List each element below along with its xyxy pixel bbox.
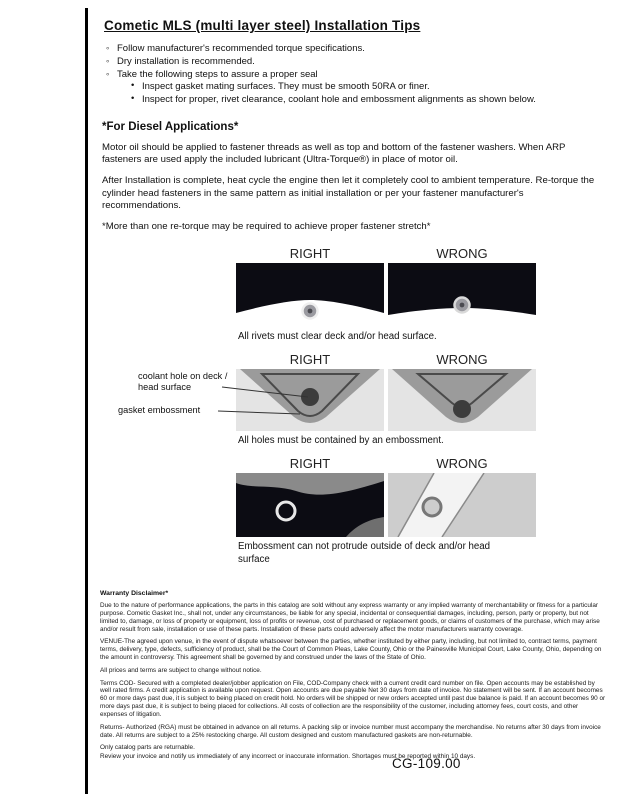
document-page: [100, 10, 610, 766]
tip-text: Dry installation is recommended.: [117, 55, 255, 67]
tip-subitem: [131, 81, 610, 94]
disclaimer-heading: Warranty Disclaimer*: [100, 590, 169, 598]
warranty-disclaimer: [100, 590, 606, 761]
wrong-label: WRONG: [436, 351, 488, 367]
diagram-row1-headers: [236, 246, 536, 263]
diagram-row1-panels: [236, 263, 536, 327]
diesel-paragraph-2: After Installation is complete, heat cycle the engine then let it completely cool to ambient temperature. Re-torque the cylinder head fasteners in the same pattern as initial installation or per your fastener manufacturer's recommendations.: [102, 175, 595, 211]
tip-text: Follow manufacturer's recommended torque specifications.: [117, 43, 365, 54]
filled-bullet-icon: •: [131, 80, 135, 92]
rivet-right-diagram: [236, 263, 384, 327]
diagram-row3-panels: [236, 473, 536, 537]
disclaimer-paragraph: All prices and terms are subject to change without notice.: [100, 666, 262, 674]
coolant-hole-wrong-diagram: [388, 369, 536, 431]
wrong-label: WRONG: [436, 455, 488, 471]
diagram-row3-caption: Embossment can not protrude outside of deck and/or head surface: [238, 540, 491, 565]
diagram-row2-headers: [236, 352, 536, 369]
installation-tips-list: [106, 43, 610, 107]
tip-item: [106, 43, 610, 56]
tip-item: [106, 69, 610, 107]
tip-subtext: Inspect gasket mating surfaces. They must be smooth 50RA or finer.: [142, 81, 430, 93]
disclaimer-paragraph: Returns- Authorized (RGA) must be obtained in advance on all returns. A packing slip or invoice number must accompany the merchandise. No returns after 30 days from invoice date. All returns are subject to a 25% restocking charge. All custom designed and custom manufactured gaskets are non-returnable.: [100, 723, 601, 739]
open-bullet-icon: ◦: [106, 43, 110, 54]
disclaimer-paragraph: Review your invoice and notify us immediately of any incorrect or inaccurate information. Shortages must be reported within 10 days.: [100, 753, 476, 761]
diagram-row2-caption: All holes must be contained by an embossment.: [238, 434, 444, 446]
disclaimer-paragraph: VENUE-The agreed upon venue, in the event of dispute whatsoever between the parties, whether instituted by either party, including, but not limited to, contract terms, payment terms, delivery, type, defects, sufficiency of product, shall be the Court of Common Pleas, Lake County, Ohio or the Painesville Municipal Court, Lake County, Ohio, depending on the amount in controversy. This agreement shall be governed by and construed under the laws of the State of Ohio.: [100, 638, 602, 662]
embossment-wrong-diagram: [388, 473, 536, 537]
coolant-hole-right-diagram: [236, 369, 384, 431]
tip-subitem: [131, 94, 610, 107]
installation-subtips-list: [131, 81, 610, 107]
diagram-section: [118, 245, 536, 566]
wrong-label: WRONG: [436, 245, 488, 261]
open-bullet-icon: ◦: [106, 55, 110, 67]
diagram-row3-headers: [236, 456, 536, 473]
diesel-applications-heading: *For Diesel Applications*: [102, 121, 239, 134]
diagram-row1-caption: All rivets must clear deck and/or head surface.: [238, 330, 437, 342]
diesel-paragraph-1: Motor oil should be applied to fastener threads as well as top and bottom of the fastener washers. When ARP fasteners are used apply the included lubricant (Ultra-Torque®) in place of motor oil.: [102, 142, 566, 166]
page-title: Cometic MLS (multi layer steel) Installation Tips: [104, 18, 421, 33]
page-edge-rule: [85, 8, 88, 794]
disclaimer-paragraph: Terms COD- Secured with a completed dealer/jobber application on File, COD-Company check with a current credit card number on file. Open accounts may be established by well rated firms. A credit application is available upon request. Open accounts are due payable Net 30 days from date of invoice. No statement will be sent. If an account becomes 60 or more days past due, it is subject to being placed on credit hold. No orders will be shipped or new orders accepted until past due balance is paid. If an account becomes 90 or more days past due, it is subject to being placed for collections. All costs of collection are the responsibility of the customer, including attorney fees, court costs, and other expenses of litigation.: [100, 679, 606, 718]
tip-item: [106, 56, 610, 69]
tip-subtext: Inspect for proper, rivet clearance, coolant hole and embossment alignments as shown below.: [142, 94, 536, 106]
right-label: RIGHT: [289, 245, 331, 261]
diagram-row2-panels: [118, 369, 536, 431]
embossment-right-diagram: [236, 473, 384, 537]
open-bullet-icon: ◦: [106, 68, 110, 80]
right-label: RIGHT: [289, 351, 331, 367]
retorque-note: *More than one re-torque may be required to achieve proper fastener stretch*: [102, 220, 431, 232]
filled-bullet-icon: •: [131, 93, 135, 105]
disclaimer-paragraph: Only catalog parts are returnable.: [100, 744, 195, 752]
doc-number: CG-109.00: [392, 756, 461, 771]
annotation-coolant-hole: coolant hole on deck / head surface: [138, 370, 228, 393]
right-label: RIGHT: [289, 455, 331, 471]
disclaimer-paragraph: Due to the nature of performance applications, the parts in this catalog are sold without any express warranty or any implied warranty of merchantability or fitness for a particular purpose. Cometic Gasket Inc., shall not, under any circumstances, be liable for any special, incidental or consequential damages, including, person, party or property, but not limited to, damage, or loss of property or equipment, loss of profits or revenue, cost of purchased or replacement goods, or claims of customers of the purchase, which may arise and/or result from sale, installation or use of these parts. Installation of these parts could adversely affect the motor manufacturers warranty coverage.: [100, 602, 600, 633]
annotation-gasket-embossment: gasket embossment: [118, 404, 201, 415]
tip-text: Take the following steps to assure a proper seal: [117, 68, 318, 80]
rivet-wrong-diagram: [388, 263, 536, 327]
